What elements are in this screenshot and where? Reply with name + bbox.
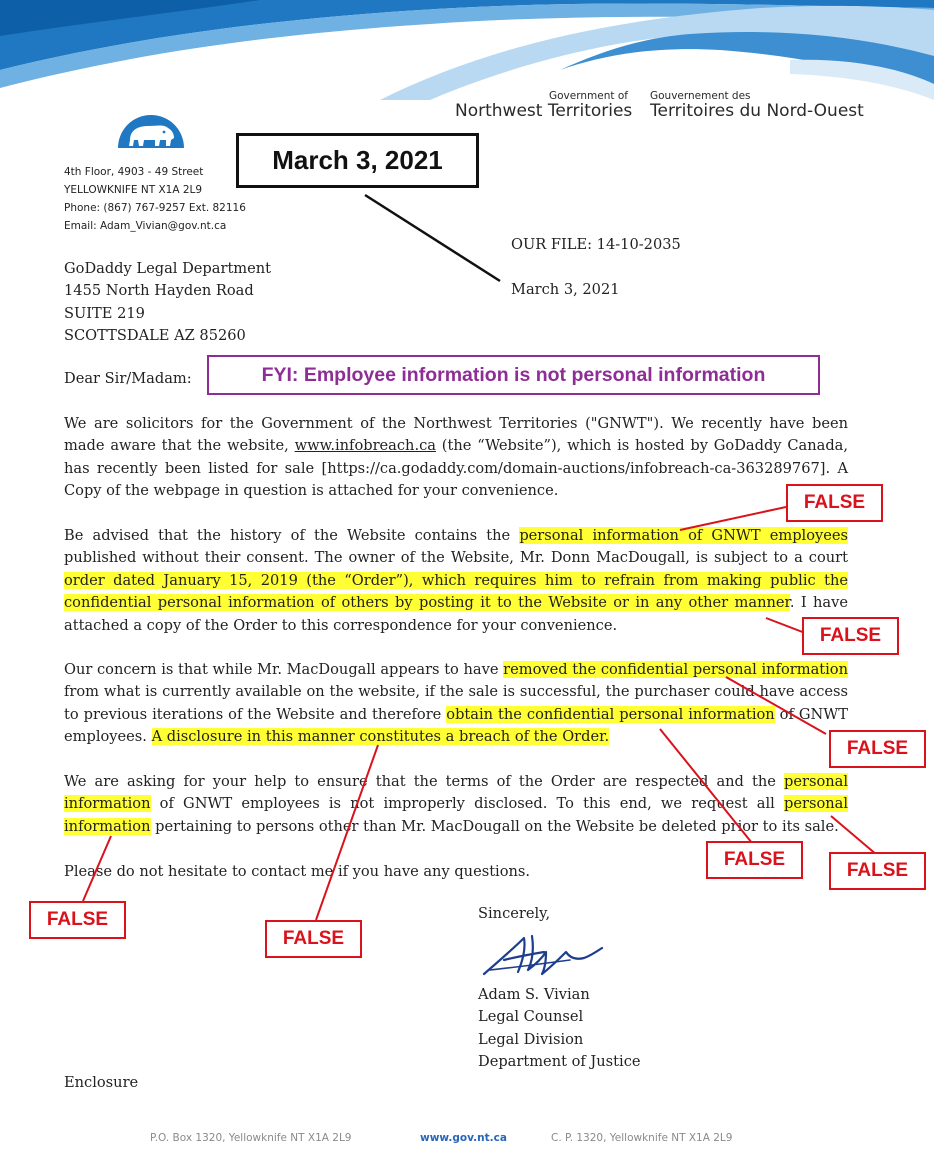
letter-date: March 3, 2021	[511, 281, 620, 298]
signatory-name: Adam S. Vivian	[478, 986, 590, 1003]
sender-email: Email: Adam_Vivian@gov.nt.ca	[64, 220, 227, 232]
false-arrow-5	[831, 816, 877, 855]
text-run: Copy of the webpage in question is attached for your convenience.	[64, 482, 559, 500]
false-arrow-1	[680, 507, 786, 530]
recipient-line: SCOTTSDALE AZ 85260	[64, 327, 246, 345]
text-run: employees.	[64, 728, 152, 746]
false-arrow-6	[316, 745, 378, 920]
text-run: to previous iterations of the Website and therefore	[64, 705, 447, 723]
website-link[interactable]: www.infobreach.ca	[294, 437, 436, 455]
text-run: pertaining to persons other than Mr. MacDougall on the Website be deleted prior to its sale.	[150, 817, 839, 835]
footer-website-link[interactable]: www.gov.nt.ca	[420, 1132, 507, 1144]
false-arrow-4	[660, 729, 752, 843]
false-label: FALSE	[786, 484, 883, 522]
recipient-line: SUITE 219	[64, 304, 145, 322]
gov-of-label: Government of	[549, 90, 628, 102]
text-run: Be advised that the history of the Website contains the	[64, 527, 520, 544]
highlighted-text: removed the confidential personal information	[503, 661, 848, 678]
date-callout-arrow	[365, 195, 500, 281]
false-label: FALSE	[706, 841, 803, 879]
highlighted-text: A disclosure in this manner constitutes a breach of the Order.	[151, 728, 610, 746]
text-run: (the “Website”), which is hosted by GoDaddy Canada,	[435, 437, 849, 455]
fyi-callout: FYI: Employee information is not personal information	[207, 355, 820, 395]
signatory-department: Department of Justice	[478, 1053, 641, 1071]
footer-cp: C. P. 1320, Yellowknife NT X1A 2L9	[551, 1132, 733, 1144]
text-run: We are solicitors for the Government of the Northwest Territories ("GNWT"). We recently have been	[64, 415, 848, 432]
highlighted-text: information	[64, 795, 151, 813]
closing: Sincerely,	[478, 905, 551, 922]
false-label: FALSE	[829, 852, 926, 890]
highlighted-text: confidential personal information of others by posting it to the Website or in any other manner	[64, 594, 790, 612]
false-label: FALSE	[29, 901, 126, 939]
gouv-des-label: Gouvernement des	[650, 90, 751, 102]
highlighted-text: personal information of GNWT employees	[519, 527, 849, 544]
highlighted-text: personal	[784, 773, 848, 790]
false-label: FALSE	[829, 730, 926, 768]
recipient-line: GoDaddy Legal Department	[64, 260, 272, 277]
text-run: of GNWT	[774, 705, 848, 723]
recipient-line: 1455 North Hayden Road	[64, 282, 254, 300]
text-run: of GNWT employees is not improperly disclosed. To this end, we request all	[150, 795, 784, 813]
text-run: made aware that the website,	[64, 437, 295, 455]
highlighted-text: obtain the confidential personal information	[446, 705, 775, 723]
text-run: has recently been listed for sale [https://ca.godaddy.com/domain-auctions/infobreach-ca-363289767]. A	[64, 459, 848, 477]
highlighted-text: information	[64, 817, 151, 835]
text-run: from what is currently available on the website, if the sale is successful, the purchaser could have access	[64, 683, 848, 701]
sender-address-line: 4th Floor, 4903 - 49 Street	[64, 166, 204, 178]
paragraph-5: Please do not hesitate to contact me if you have any questions.	[64, 863, 531, 880]
false-label: FALSE	[265, 920, 362, 958]
signatory-title: Legal Counsel	[478, 1008, 584, 1026]
highlighted-text: order dated January 15, 2019 (the “Order”), which requires him to refrain from making public the	[64, 571, 848, 589]
date-callout: March 3, 2021	[236, 133, 479, 188]
salutation: Dear Sir/Madam:	[64, 370, 192, 387]
sender-address-line: Phone: (867) 767-9257 Ext. 82116	[64, 202, 246, 214]
our-file-reference: OUR FILE: 14-10-2035	[511, 236, 681, 253]
enclosure-note: Enclosure	[64, 1074, 139, 1091]
text-run: We are asking for your help to ensure that the terms of the Order are respected and the	[64, 773, 784, 790]
signatory-division: Legal Division	[478, 1030, 584, 1048]
text-run: Our concern is that while Mr. MacDougall appears to have	[64, 661, 504, 678]
text-run: . I have	[789, 594, 848, 612]
highlighted-text: personal	[784, 795, 848, 813]
gov-name-fr: Territoires du Nord-Ouest	[650, 101, 864, 121]
false-label: FALSE	[802, 617, 899, 655]
sender-address-line: YELLOWKNIFE NT X1A 2L9	[64, 184, 203, 196]
gov-name-en: Northwest Territories	[455, 101, 633, 121]
false-arrow-3	[726, 677, 826, 734]
false-arrow-7	[83, 836, 111, 901]
footer-po-box: P.O. Box 1320, Yellowknife NT X1A 2L9	[150, 1132, 352, 1144]
text-run: published without their consent. The owner of the Website, Mr. Donn MacDougall, is subject to a court	[64, 549, 848, 567]
text-run: attached a copy of the Order to this correspondence for your convenience.	[64, 616, 618, 634]
